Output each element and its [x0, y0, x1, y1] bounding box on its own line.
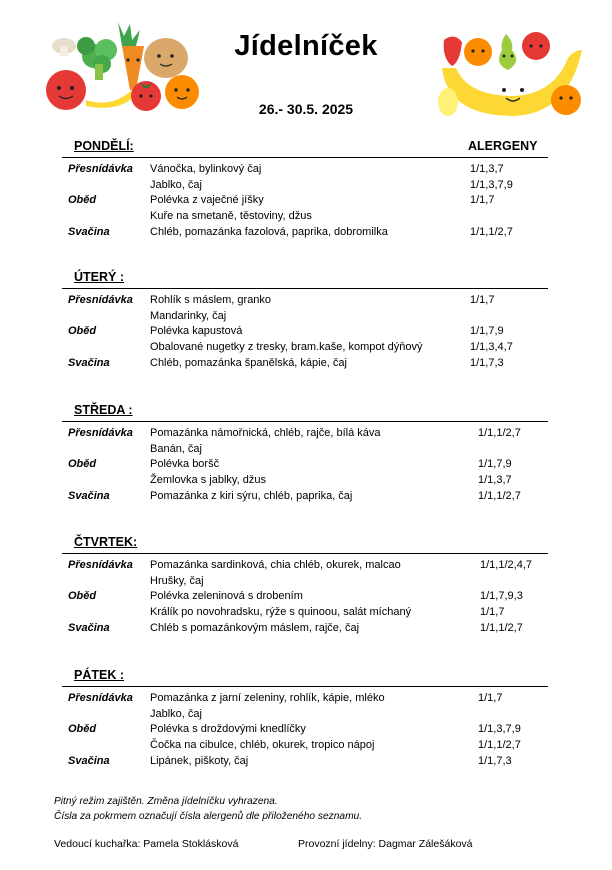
meal-type: Přesnídávka: [68, 163, 133, 175]
day-separator: [62, 686, 548, 687]
day-heading: ÚTERÝ :: [74, 270, 124, 284]
food-item: Pomazánka z kiri sýru, chléb, paprika, čaj: [150, 489, 353, 502]
food-item: Hrušky, čaj: [150, 574, 204, 587]
allergen-codes: 1/1,1/2,7: [478, 489, 521, 502]
day-heading: PONDĚLÍ:: [74, 139, 134, 153]
food-item: Obalované nugetky z tresky, bram.kaše, kompot dýňový: [150, 341, 423, 354]
food-item: Pomazánka námořnická, chléb, rajče, bílá káva: [150, 427, 381, 439]
meal-type: Přesnídávka: [68, 692, 133, 704]
allergen-codes: 1/1,7,9: [470, 325, 504, 338]
meal-type: Oběd: [68, 590, 97, 603]
food-item: Polévka boršč: [150, 458, 220, 471]
head-cook-signature: Vedoucí kuchařka: Pamela Stoklásková: [54, 838, 239, 850]
food-item: Pomazánka z jarní zeleniny, rohlík, kápie, mléko: [150, 692, 385, 704]
allergen-codes: 1/1,3,7: [478, 474, 512, 487]
food-item: Lipánek, piškoty, čaj: [150, 754, 249, 767]
allergen-codes: 1/1,3,7,9: [470, 178, 513, 191]
food-item: Jablko, čaj: [150, 707, 202, 720]
meal-type: Svačina: [68, 621, 110, 634]
food-item: Banán, čaj: [150, 442, 202, 455]
allergen-codes: 1/1,1/2,4,7: [480, 559, 532, 571]
day-separator: [62, 288, 548, 289]
meal-type: Přesnídávka: [68, 427, 133, 439]
allergen-codes: 1/1,1/2,7: [480, 621, 523, 634]
food-item: Polévka s droždovými knedlíčky: [150, 723, 306, 736]
meal-type: Přesnídávka: [68, 294, 133, 306]
allergen-codes: 1/1,7,9: [478, 458, 512, 471]
allergen-codes: 1/1,7: [480, 606, 505, 619]
meal-type: Oběd: [68, 194, 97, 207]
allergen-codes: 1/1,7: [470, 294, 495, 306]
allergen-codes: 1/1,3,7: [470, 163, 504, 175]
meal-type: Oběd: [68, 723, 97, 736]
day-heading: PÁTEK :: [74, 668, 124, 682]
food-item: Polévka zeleninová s drobením: [150, 590, 303, 603]
food-item: Králík po novohradsku, rýže s quinoou, salát míchaný: [150, 606, 412, 619]
allergen-codes: 1/1,7: [470, 194, 495, 207]
day-heading: ČTVRTEK:: [74, 535, 138, 549]
food-item: Čočka na cibulce, chléb, okurek, tropico nápoj: [150, 739, 375, 752]
allergen-codes: 1/1,1/2,7: [478, 427, 521, 439]
manager-signature: Provozní jídelny: Dagmar Zálešáková: [298, 838, 473, 850]
meal-type: Přesnídávka: [68, 559, 133, 571]
allergen-codes: 1/1,3,7,9: [478, 723, 521, 736]
footer-note: Pitný režim zajištěn. Změna jídelníčku vyhrazena.: [54, 796, 278, 807]
meal-type: Oběd: [68, 458, 97, 471]
meal-type: Oběd: [68, 325, 97, 338]
food-item: Chléb, pomazánka španělská, kápie, čaj: [150, 356, 347, 369]
menu-title: Jídelníček: [234, 30, 378, 62]
meal-type: Svačina: [68, 489, 110, 502]
food-item: Chléb s pomazánkovým máslem, rajče, čaj: [150, 621, 360, 634]
allergen-codes: 1/1,3,4,7: [470, 341, 513, 354]
food-item: Žemlovka s jablky, džus: [150, 474, 266, 487]
day-heading: STŘEDA :: [74, 403, 133, 417]
allergen-codes: 1/1,1/2,7: [478, 739, 521, 752]
food-item: Pomazánka sardinková, chia chléb, okurek, malcao: [150, 559, 401, 571]
allergen-codes: 1/1,7,3: [470, 356, 504, 369]
food-item: Chléb, pomazánka fazolová, paprika, dobromilka: [150, 225, 388, 238]
food-item: Polévka kapustová: [150, 325, 243, 338]
day-separator: [62, 553, 548, 554]
meal-type: Svačina: [68, 754, 110, 767]
footer-note-allergens: Čísla za pokrmem označují čísla alergenů dle přiloženého seznamu.: [54, 811, 363, 822]
allergen-codes: 1/1,7: [478, 692, 503, 704]
meal-type: Svačina: [68, 356, 110, 369]
allergens-header: ALERGENY: [468, 139, 538, 153]
food-item: Mandarinky, čaj: [150, 309, 227, 322]
allergen-codes: 1/1,7,9,3: [480, 590, 523, 603]
food-item: Rohlík s máslem, granko: [150, 294, 272, 306]
allergen-codes: 1/1,1/2,7: [470, 225, 513, 238]
food-item: Jablko, čaj: [150, 178, 202, 191]
day-separator: [62, 421, 548, 422]
food-item: Polévka z vaječné jíšky: [150, 194, 264, 207]
food-item: Vánočka, bylinkový čaj: [150, 163, 262, 175]
menu-dates: 26.- 30.5. 2025: [258, 101, 354, 117]
food-item: Kuře na smetaně, těstoviny, džus: [150, 210, 312, 223]
meal-type: Svačina: [68, 225, 110, 238]
day-separator: [62, 157, 548, 158]
allergen-codes: 1/1,7,3: [478, 754, 512, 767]
